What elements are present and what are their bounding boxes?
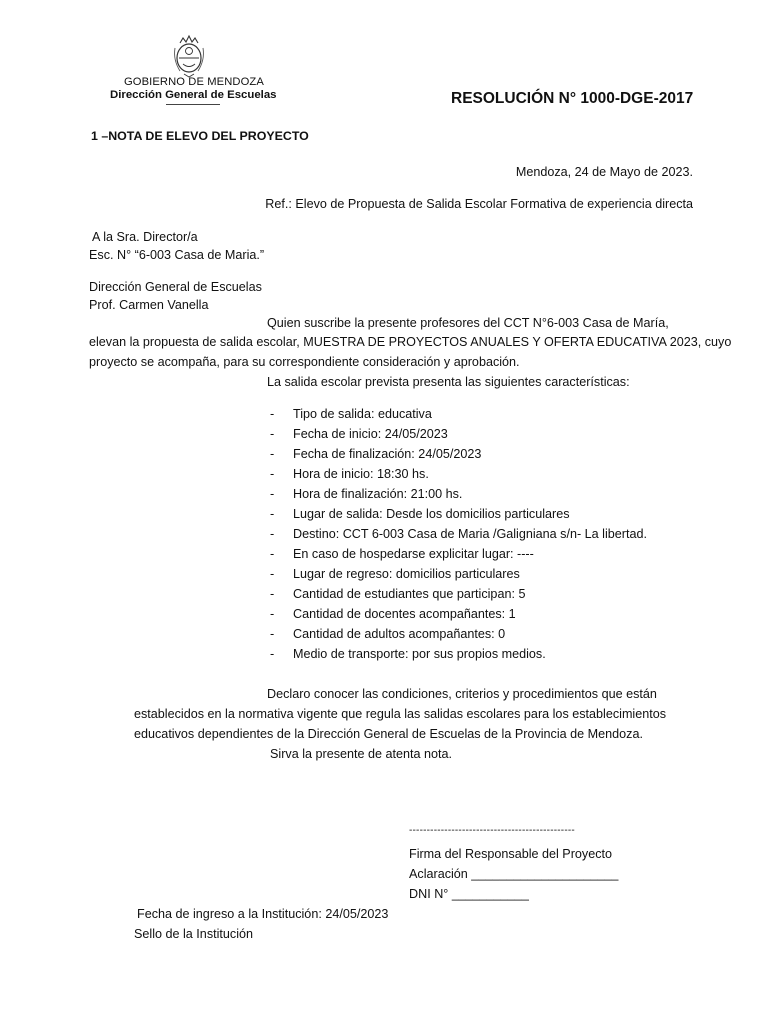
list-bullet: - [270,627,275,641]
list-bullet: - [270,447,275,461]
characteristics-list [270,404,647,664]
list-item-text: Fecha de inicio: 24/05/2023 [293,427,448,441]
closing-line: Sirva la presente de atenta nota. [270,747,453,761]
header-divider [166,104,220,105]
body-p2: La salida escolar prevista presenta las siguientes características: [267,375,630,389]
list-item-text: Cantidad de adultos acompañantes: 0 [293,627,506,641]
signature-clarification: Aclaración _____________________ [409,867,619,881]
list-item-text: Cantidad de estudiantes que participan: 5 [293,587,526,601]
body-p1-line-2: elevan la propuesta de salida escolar, MUESTRA DE PROYECTOS ANUALES Y OFERTA EDUCATIVA 2023, cuyo [89,335,732,349]
list-bullet: - [270,467,275,481]
list-item [270,484,647,504]
list-bullet: - [270,427,275,441]
list-item [270,524,647,544]
government-name: GOBIERNO DE MENDOZA [124,76,264,88]
list-item-text: Destino: CCT 6-003 Casa de Maria /Galigniana s/n- La libertad. [293,527,647,541]
list-bullet: - [270,407,275,421]
signature-line: ----------------------------------------------- [409,825,575,836]
list-item-text: Fecha de finalización: 24/05/2023 [293,447,482,461]
declaration-line-3: educativos dependientes de la Dirección General de Escuelas de la Provincia de Mendoza. [134,727,643,741]
institution-seal: Sello de la Institución [134,927,254,941]
list-bullet: - [270,487,275,501]
signature-responsible: Firma del Responsable del Proyecto [409,847,613,861]
list-bullet: - [270,527,275,541]
list-bullet: - [270,647,275,661]
list-item [270,624,647,644]
list-item [270,544,647,564]
list-item [270,424,647,444]
list-bullet: - [270,587,275,601]
list-item [270,444,647,464]
section-title: 1 –NOTA DE ELEVO DEL PROYECTO [91,129,309,143]
coat-of-arms-icon [170,34,208,78]
list-item [270,604,647,624]
list-item [270,404,647,424]
list-item-text: Lugar de regreso: domicilios particulares [293,567,520,581]
signature-dni: DNI N° ___________ [409,887,529,901]
list-bullet: - [270,547,275,561]
list-item [270,564,647,584]
department-name: Dirección General de Escuelas [110,89,277,101]
list-item [270,504,647,524]
recipient-line-1: A la Sra. Director/a [92,230,198,244]
list-bullet: - [270,507,275,521]
list-item-text: Lugar de salida: Desde los domicilios particulares [293,507,570,521]
entry-date: Fecha de ingreso a la Institución: 24/05/2023 [137,907,389,921]
recipient-line-2: Esc. N° “6-003 Casa de Maria.” [89,248,265,262]
body-p1-line-1: Quien suscribe la presente profesores del CCT N°6-003 Casa de María, [267,316,669,330]
body-p1-line-3: proyecto se acompaña, para su correspondiente consideración y aprobación. [89,355,520,369]
recipient-line-3: Dirección General de Escuelas [89,280,262,294]
list-item-text: Cantidad de docentes acompañantes: 1 [293,607,516,621]
list-item-text: En caso de hospedarse explicitar lugar: ---- [293,547,534,561]
list-item [270,584,647,604]
list-item-text: Medio de transporte: por sus propios medios. [293,647,546,661]
list-item [270,644,647,664]
date-line: Mendoza, 24 de Mayo de 2023. [515,165,693,179]
reference-line: Ref.: Elevo de Propuesta de Salida Escolar Formativa de experiencia directa [265,197,693,211]
recipient-line-4: Prof. Carmen Vanella [89,298,209,312]
resolution-title: RESOLUCIÓN N° 1000-DGE-2017 [451,90,694,107]
list-item-text: Hora de inicio: 18:30 hs. [293,467,429,481]
list-item-text: Tipo de salida: educativa [293,407,432,421]
declaration-line-2: establecidos en la normativa vigente que regula las salidas escolares para los establecimientos [134,707,667,721]
list-bullet: - [270,567,275,581]
list-bullet: - [270,607,275,621]
declaration-line-1: Declaro conocer las condiciones, criterios y procedimientos que están [267,687,657,701]
list-item [270,464,647,484]
list-item-text: Hora de finalización: 21:00 hs. [293,487,463,501]
